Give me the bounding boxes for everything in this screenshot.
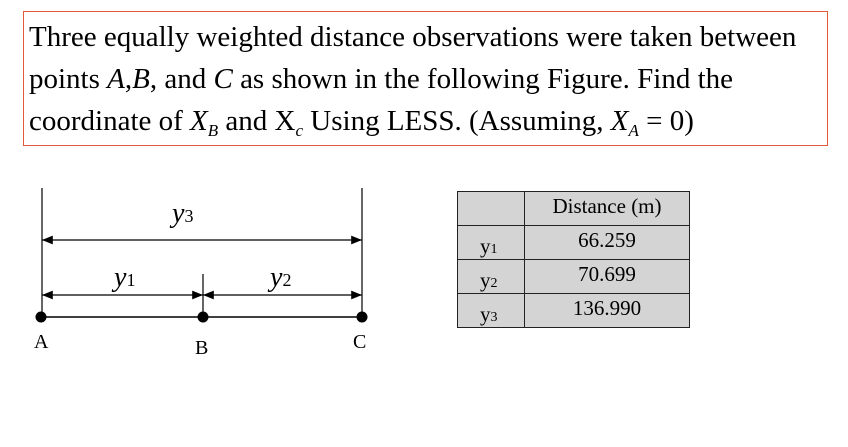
subscript-c: c <box>295 121 304 140</box>
problem-line-3 <box>29 100 827 142</box>
row-name-letter: y <box>480 268 491 292</box>
y1-label: y1 <box>114 262 136 293</box>
point-a-label: A <box>34 331 49 353</box>
table-row <box>458 294 690 328</box>
table-row-value: 70.699 <box>525 260 690 294</box>
problem-text: points <box>29 63 108 95</box>
point-a-marker <box>36 312 47 323</box>
distance-table-container <box>457 191 690 328</box>
y3-label: y3 <box>172 198 194 229</box>
point-c-symbol: C <box>213 63 233 95</box>
subscript-a: A <box>628 121 639 140</box>
point-b-symbol: B <box>132 63 150 95</box>
point-a-symbol: A <box>107 63 125 95</box>
point-b-marker <box>198 312 209 323</box>
row-name-sub: 1 <box>490 242 498 257</box>
point-c-label: C <box>353 331 367 353</box>
table-header-row <box>458 192 690 226</box>
table-header-empty-cell <box>458 192 525 226</box>
table-row <box>458 260 690 294</box>
problem-text: Using LESS. (Assuming, <box>303 105 611 137</box>
table-row-name <box>458 260 525 294</box>
table-row-name <box>458 226 525 260</box>
row-name-sub: 2 <box>490 276 498 291</box>
distance-diagram <box>0 180 420 380</box>
problem-statement <box>23 11 828 146</box>
x-symbol: X <box>610 105 629 137</box>
problem-text: as shown in the following Figure. Find the <box>232 63 734 95</box>
row-name-letter: y <box>480 234 491 258</box>
point-c-marker <box>357 312 368 323</box>
point-b-label: B <box>195 337 209 359</box>
problem-text: coordinate of <box>29 105 191 137</box>
problem-text: and X <box>218 105 296 137</box>
subscript-b: B <box>207 121 219 140</box>
table-header-distance: Distance (m) <box>525 192 690 226</box>
table-row-name <box>458 294 525 328</box>
problem-text: , <box>124 63 133 95</box>
distance-table <box>457 191 690 328</box>
table-row-value: 136.990 <box>525 294 690 328</box>
problem-text: , and <box>149 63 214 95</box>
problem-line-1: Three equally weighted distance observations were taken between <box>29 21 797 53</box>
problem-text: = 0) <box>638 105 694 137</box>
y2-label: y2 <box>270 262 292 293</box>
x-symbol: X <box>190 105 208 137</box>
table-row-value: 66.259 <box>525 226 690 260</box>
table-row <box>458 226 690 260</box>
problem-line-2 <box>29 58 827 100</box>
row-name-letter: y <box>480 302 491 326</box>
row-name-sub: 3 <box>490 310 498 325</box>
